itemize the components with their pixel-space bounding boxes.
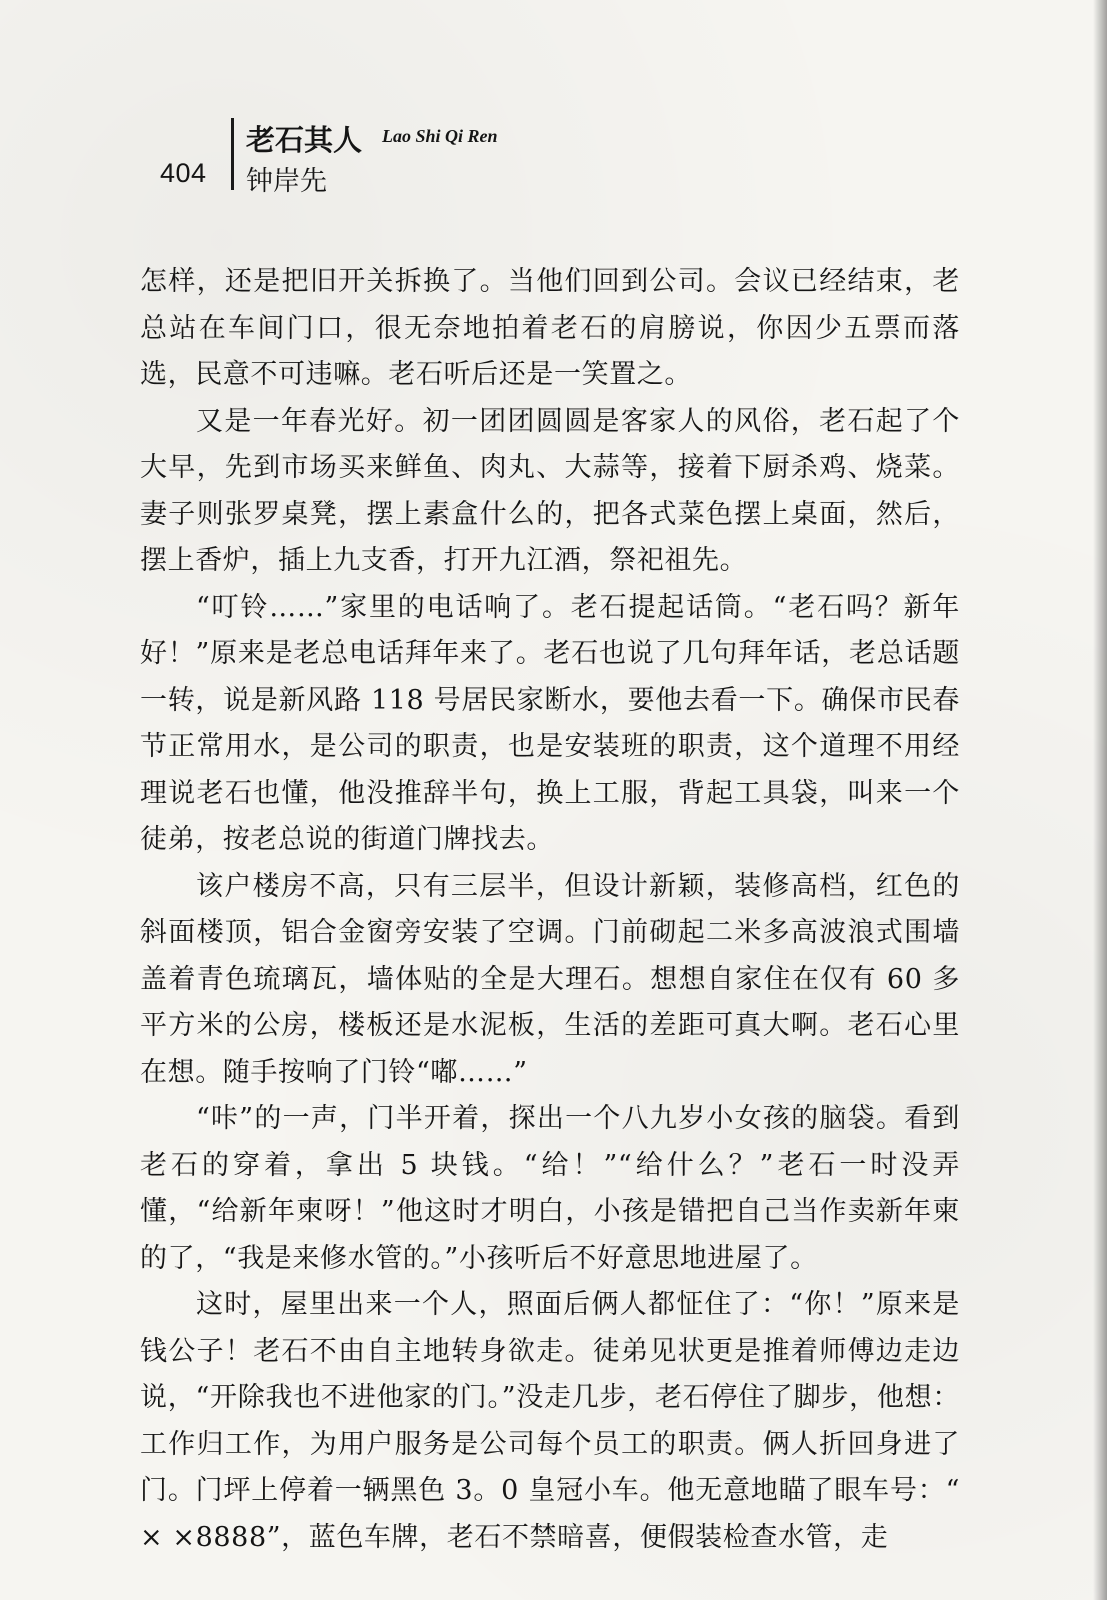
page-edge-shadow <box>1093 0 1107 1600</box>
book-title: 老石其人 <box>246 123 363 157</box>
paragraph: “咔”的一声，门半开着，探出一个八九岁小女孩的脑袋。看到老石的穿着，拿出 5 块钱。“给！”“给什么？”老石一时没弄懂，“给新年柬呀！”他这时才明白，小孩是错把自己当作卖新年柬的了，“我是来修水管的。”小孩听后不好意思地进屋了。 <box>140 1103 960 1274</box>
author-name: 钟岸先 <box>246 166 327 197</box>
paragraph: 该户楼房不高，只有三层半，但设计新颖，装修高档，红色的斜面楼顶，铝合金窗旁安装了空调。门前砌起二米多高波浪式围墙盖着青色琉璃瓦，墙体贴的全是大理石。想想自家住在仅有 60 多平方米的公房，楼板还是水泥板，生活的差距可真大啊。老石心里在想。随手按响了门铃“嘟……” <box>140 870 960 1088</box>
page-number: 404 <box>160 158 207 188</box>
paragraph: 又是一年春光好。初一团团圆圆是客家人的风俗，老石起了个大早，先到市场买来鲜鱼、肉丸、大蒜等，接着下厨杀鸡、烧菜。妻子则张罗桌凳，摆上素盒什么的，把各式菜色摆上桌面，然后，摆上香炉，插上九支香，打开九江酒，祭祀祖先。 <box>140 405 960 576</box>
body-text <box>140 259 960 1561</box>
paragraph: 这时，屋里出来一个人，照面后俩人都怔住了：“你！”原来是钱公子！老石不由自主地转身欲走。徒弟见状更是推着师傅边走边说，“开除我也不进他家的门。”没走几步，老石停住了脚步，他想：工作归工作，为用户服务是公司每个员工的职责。俩人折回身进了门。门坪上停着一辆黑色 3。0 皇冠小车。他无意地瞄了眼车号：“ × ×8888”，蓝色车牌，老石不禁暗喜，便假装检查水管，走 <box>140 1289 960 1553</box>
header-divider <box>231 118 234 190</box>
paragraph: 怎样，还是把旧开关拆换了。当他们回到公司。会议已经结束，老总站在车间门口，很无奈地拍着老石的肩膀说，你因少五票而落选，民意不可违嘛。老石听后还是一笑置之。 <box>140 266 960 390</box>
paragraph: “叮铃……”家里的电话响了。老石提起话筒。“老石吗？新年好！”原来是老总电话拜年来了。老石也说了几句拜年话，老总话题一转，说是新风路 118 号居民家断水，要他去看一下。确保市民春节正常用水，是公司的职责，也是安装班的职责，这个道理不用经理说老石也懂，他没推辞半句，换上工服，背起工具袋，叫来一个徒弟，按老总说的街道门牌找去。 <box>140 591 960 855</box>
running-header <box>160 118 660 198</box>
book-title-pinyin: Lao Shi Qi Ren <box>382 126 498 146</box>
